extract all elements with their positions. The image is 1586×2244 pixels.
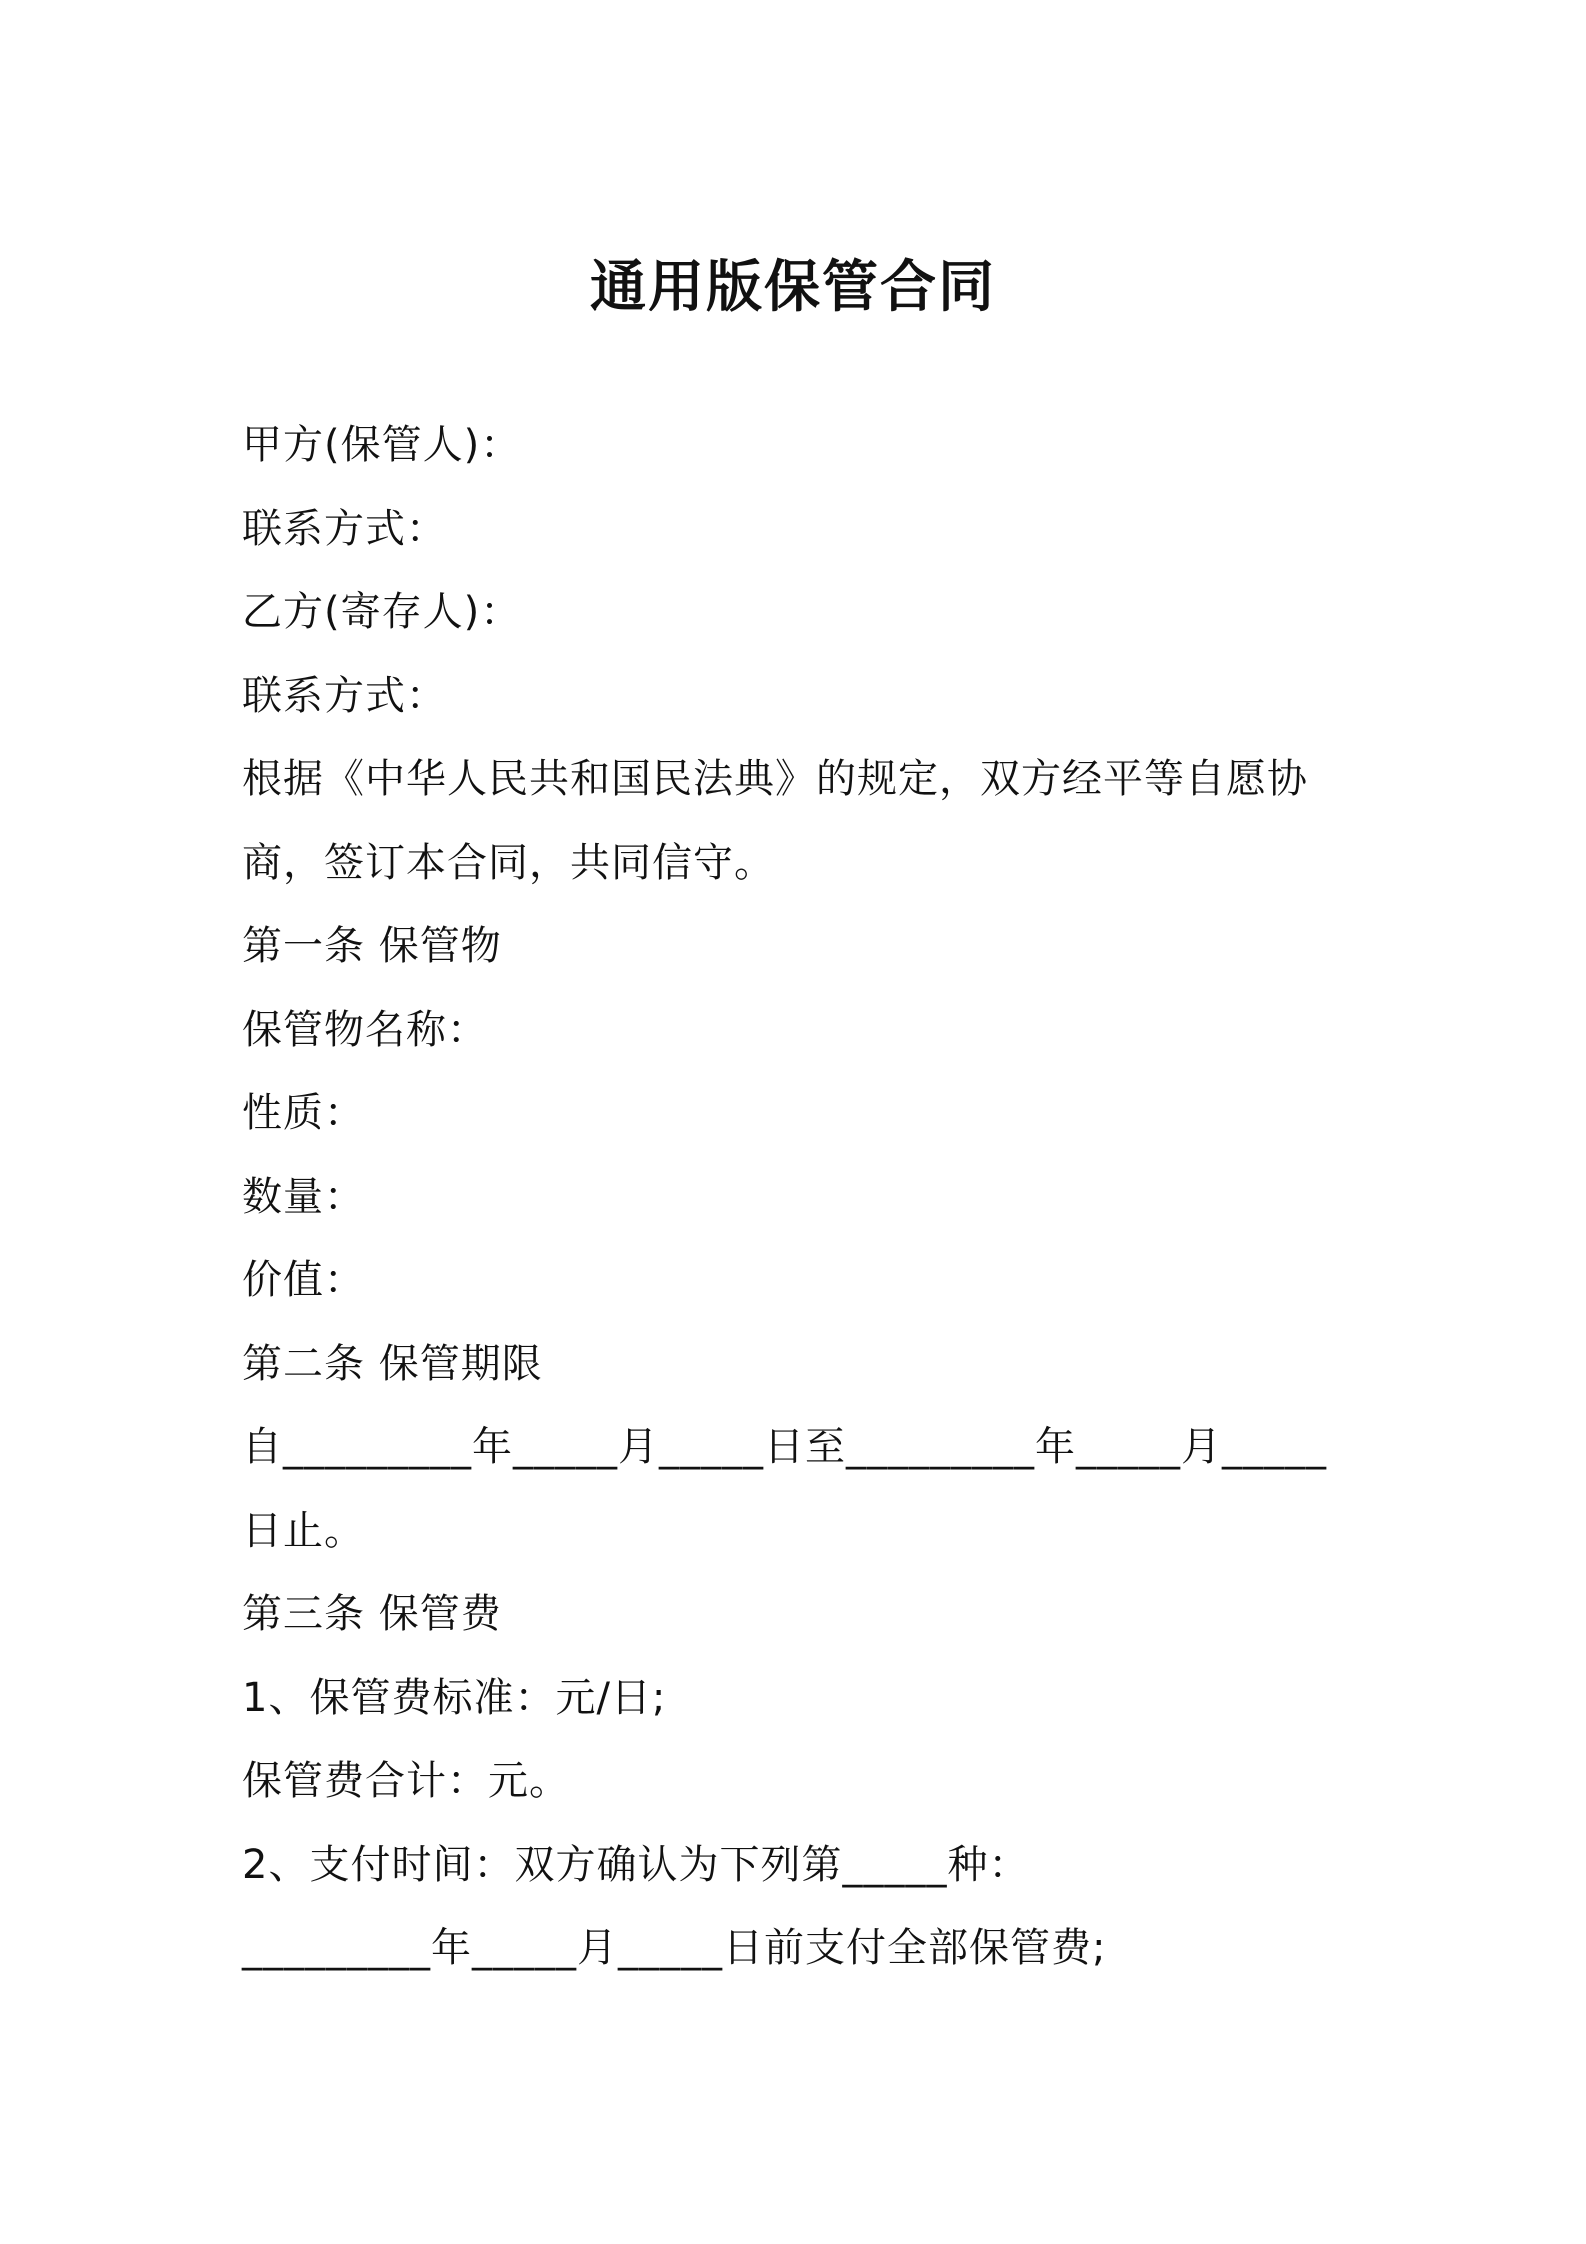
fee-total-line: 保管费合计：元。 [242, 1758, 570, 1804]
preamble-line-1: 根据《中华人民共和国民法典》的规定，双方经平等自愿协 [242, 756, 1308, 802]
fee-standard-line: 1、保管费标准：元/日; [242, 1674, 667, 1721]
document-body [242, 404, 1352, 1991]
item-value-line: 价值： [242, 1257, 365, 1303]
payment-date-line: _________年_____月_____日前支付全部保管费; [242, 1925, 1107, 1971]
party-b-contact-line: 联系方式： [242, 672, 447, 719]
article-1-heading: 第一条 保管物 [242, 923, 502, 969]
document-title: 通用版保管合同 [590, 255, 996, 320]
party-a-line: 甲方(保管人)： [242, 422, 522, 468]
term-end-line: 日止。 [242, 1507, 365, 1554]
party-b-line: 乙方(寄存人)： [242, 589, 522, 635]
item-name-line: 保管物名称： [242, 1006, 488, 1053]
term-dates-line: 自_________年_____月_____日至_________年_____月_____ [242, 1424, 1327, 1470]
item-quantity-line: 数量： [242, 1173, 365, 1220]
article-3-heading: 第三条 保管费 [242, 1591, 502, 1637]
party-a-contact-line: 联系方式： [242, 505, 447, 552]
payment-time-line: 2、支付时间：双方确认为下列第_____种： [242, 1841, 1030, 1888]
preamble-line-2: 商，签订本合同，共同信守。 [242, 839, 775, 886]
article-2-heading: 第二条 保管期限 [242, 1340, 543, 1387]
item-nature-line: 性质： [242, 1090, 365, 1136]
